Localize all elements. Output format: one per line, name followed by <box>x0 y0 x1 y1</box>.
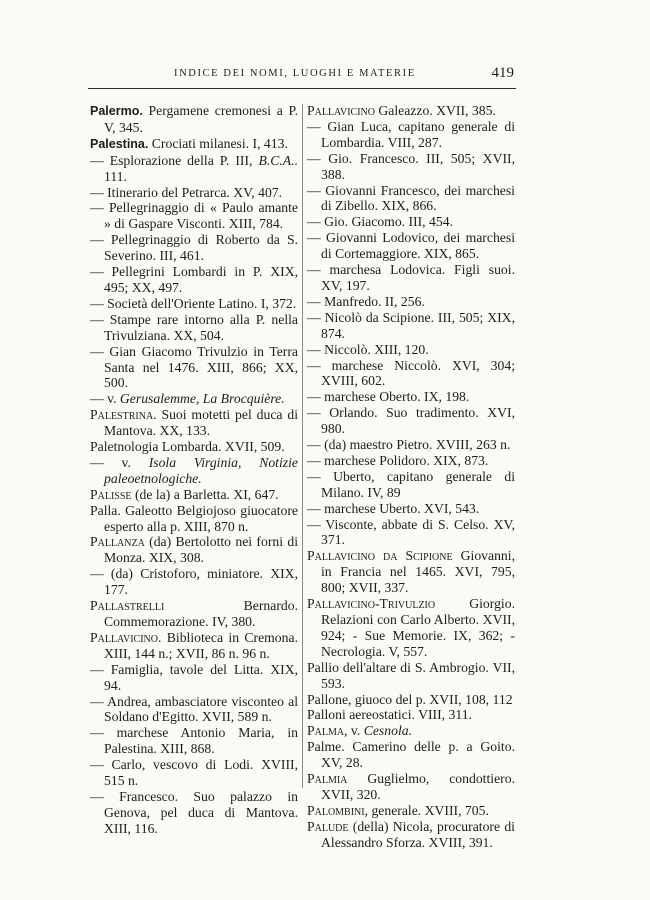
index-entry <box>90 566 298 598</box>
entry-text: — Visconte, abbate di S. Celso. XV, 371. <box>307 516 515 548</box>
column-divider <box>302 104 303 788</box>
entry-text: — Giovanni Lodovico, dei marchesi di Cortemaggiore. XIX, 865. <box>307 230 515 262</box>
index-entry <box>307 310 515 342</box>
index-entry <box>307 437 515 453</box>
entry-text: Palombini, <box>307 802 369 818</box>
entry-text: — Pellegrinaggio di Roberto da S. Severino. III, 461. <box>90 232 298 264</box>
index-entry <box>90 487 298 503</box>
index-entry <box>307 596 515 660</box>
entry-text: — Gian Luca, capitano generale di Lombardia. VIII, 287. <box>307 118 515 150</box>
entry-text: Palisse <box>90 486 132 502</box>
entry-text: (da) Bertolotto nei forni di Monza. XIX, 308. <box>104 534 298 566</box>
index-entry <box>90 439 298 455</box>
entry-text: — marchese Uberto. XVI, 543. <box>307 500 480 516</box>
index-entry <box>307 103 515 119</box>
index-entry <box>307 692 515 708</box>
index-entry <box>307 342 515 358</box>
entry-text: Pergamene cremonesi a P. V, 345. <box>104 103 298 135</box>
entry-text: — marchese Oberto. IX, 198. <box>307 389 470 405</box>
entry-text: — v. <box>90 391 120 407</box>
entry-text: v. <box>347 723 364 739</box>
entry-text: Pallanza <box>90 534 145 550</box>
page-number: 419 <box>491 65 514 81</box>
entry-text: Cesnola. <box>363 723 413 739</box>
index-entry <box>307 151 515 183</box>
entry-text: — Itinerario del Petrarca. XV, 407. <box>90 184 283 200</box>
index-entry <box>307 294 515 310</box>
index-entry <box>307 548 515 596</box>
index-entry <box>307 262 515 294</box>
entry-text: Crociati milanesi. I, 413. <box>148 135 288 151</box>
entry-text: Gerusalemme, La Brocquière. <box>119 391 285 407</box>
index-entry <box>90 296 298 312</box>
index-entry <box>307 469 515 501</box>
entry-text: B.C.A.. <box>258 152 298 168</box>
entry-text: Pallastrelli <box>90 598 165 614</box>
index-entry <box>90 264 298 296</box>
index-entry <box>307 358 515 390</box>
index-entry <box>307 119 515 151</box>
entry-text: Suoi motetti pel duca di Mantova. XX, 133. <box>104 407 298 439</box>
entry-text: — Pellegrinaggio di « Paulo amante » di Gaspare Visconti. XIII, 784. <box>90 200 298 232</box>
index-entry <box>307 723 515 739</box>
index-entry <box>90 725 298 757</box>
entry-text: Palestrina. <box>90 407 157 423</box>
entry-text: Palude <box>307 818 349 834</box>
entry-text: — marchese Polidoro. XIX, 873. <box>307 452 489 468</box>
entry-text: Pallavicino <box>307 103 375 118</box>
entry-text: Guglielmo, condottiero. XVII, 320. <box>321 771 515 802</box>
entry-text: — marchesa Lodovica. Figli suoi. XV, 197. <box>307 262 515 293</box>
index-entry <box>90 534 298 566</box>
index-entry <box>307 517 515 549</box>
entry-text: — Carlo, vescovo di Lodi. XVIII, 515 n. <box>90 757 298 789</box>
index-entry <box>90 789 298 837</box>
entry-text: — Niccolò. XIII, 120. <box>307 341 429 357</box>
entry-text: Palermo. <box>90 104 143 118</box>
running-title: INDICE DEI NOMI, LUOGHI E MATERIE <box>174 68 416 79</box>
entry-text: Isola Virginia, Notizie paleoetnologiche. <box>104 454 298 486</box>
index-entry <box>90 391 298 407</box>
index-entry <box>90 757 298 789</box>
index-entry <box>307 739 515 771</box>
index-entry <box>307 707 515 723</box>
entry-text: — (da) maestro Pietro. XVIII, 263 n. <box>307 437 511 453</box>
entry-text: — Famiglia, tavole del Litta. XIX, 94. <box>90 661 298 693</box>
index-entry <box>307 771 515 803</box>
entry-text: Galeazzo. XVII, 385. <box>374 103 496 118</box>
entry-text: Palestina. <box>90 136 149 151</box>
index-entry <box>90 103 298 136</box>
entry-text: Palloni aereostatici. VIII, 311. <box>307 707 472 723</box>
entry-text: Pallavicino-Trivulzio <box>307 596 436 612</box>
entry-text: — marchese Antonio Maria, in Palestina. XIII, 868. <box>90 725 298 757</box>
entry-text: — Gio. Giacomo. III, 454. <box>307 214 453 230</box>
index-entry <box>90 312 298 344</box>
entry-text: 111. <box>104 168 127 184</box>
index-entry <box>90 662 298 694</box>
entry-text: — Gio. Francesco. III, 505; XVII, 388. <box>307 150 515 182</box>
index-entry <box>307 405 515 437</box>
index-entry <box>90 200 298 232</box>
entry-text: Pallavicino. <box>90 629 162 645</box>
entry-text: (della) Nicola, procuratore di Alessandro Sforza. XVIII, 391. <box>321 818 515 850</box>
index-entry <box>90 185 298 201</box>
index-entry <box>90 407 298 439</box>
index-entry <box>307 660 515 692</box>
index-column-left <box>90 103 298 837</box>
entry-text: — marchese Niccolò. XVI, 304; XVIII, 602. <box>307 357 515 389</box>
entry-text: — v. <box>90 454 149 470</box>
index-entry <box>90 503 298 535</box>
index-entry <box>90 232 298 264</box>
entry-text: — Nicolò da Scipione. III, 505; XIX, 874. <box>307 309 515 341</box>
entry-text: — Francesco. Suo palazzo in Genova, pel duca di Mantova. XIII, 116. <box>90 788 298 836</box>
entry-text: — Società dell'Oriente Latino. I, 372. <box>90 295 297 311</box>
index-entry <box>90 455 298 487</box>
entry-text: generale. XVIII, 705. <box>368 802 489 818</box>
index-column-right <box>307 103 515 851</box>
entry-text: Giorgio. Relazioni con Carlo Alberto. XVII, 924; - Sue Memorie. IX, 362; - Necrologia. V, 557. <box>321 596 515 659</box>
entry-text: — Stampe rare intorno alla P. nella Trivulziana. XX, 504. <box>90 311 298 343</box>
entry-text: — (da) Cristoforo, miniatore. XIX, 177. <box>90 566 298 598</box>
entry-text: — Uberto, capitano generale di Milano. IV, 89 <box>307 468 515 500</box>
entry-text: — Pellegrini Lombardi in P. XIX, 495; XX, 497. <box>90 264 298 295</box>
entry-text: — Manfredo. II, 256. <box>307 293 425 309</box>
entry-text: Giovanni, in Francia nel 1465. XVI, 795, 800; XVII, 337. <box>321 548 515 596</box>
index-entry <box>307 803 515 819</box>
entry-text: Palla. Galeotto Belgiojoso giuocatore esperto alla p. XIII, 870 n. <box>90 502 298 534</box>
index-entry <box>90 630 298 662</box>
index-entry <box>307 453 515 469</box>
entry-text: (de la) a Barletta. XI, 647. <box>131 486 279 502</box>
entry-text: — Esplorazione della P. III, <box>90 152 259 168</box>
index-entry <box>307 501 515 517</box>
entry-text: Palmia <box>307 771 348 787</box>
index-entry <box>90 598 298 630</box>
index-entry <box>90 344 298 392</box>
index-entry <box>307 230 515 262</box>
index-entry <box>307 819 515 851</box>
entry-text: Palma, <box>307 723 348 739</box>
entry-text: Pallavicino da Scipione <box>307 548 453 564</box>
entry-text: — Orlando. Suo tradimento. XVI, 980. <box>307 405 515 437</box>
running-header <box>88 66 516 84</box>
entry-text: Biblioteca in Cremona. XIII, 144 n.; XVII, 86 n. 96 n. <box>104 629 298 661</box>
index-entry <box>90 153 298 185</box>
index-entry <box>307 214 515 230</box>
index-entry <box>90 136 298 153</box>
entry-text: — Giovanni Francesco, dei marchesi di Zibello. XIX, 866. <box>307 182 515 214</box>
entry-text: — Andrea, ambasciatore visconteo al Soldano d'Egitto. XVII, 589 n. <box>90 693 298 725</box>
entry-text: Pallone, giuoco del p. XVII, 108, 112 <box>307 691 513 707</box>
index-entry <box>307 389 515 405</box>
index-entry <box>90 694 298 726</box>
entry-text: Bernardo. Commemorazione. IV, 380. <box>104 598 298 629</box>
entry-text: Palme. Camerino delle p. a Goito. XV, 28. <box>307 739 515 771</box>
entry-text: Pallio dell'altare di S. Ambrogio. VII, 593. <box>307 659 515 691</box>
header-rule <box>88 88 516 89</box>
index-entry <box>307 183 515 215</box>
entry-text: — Gian Giacomo Trivulzio in Terra Santa nel 1476. XIII, 866; XX, 500. <box>90 343 298 391</box>
entry-text: Paletnologia Lombarda. XVII, 509. <box>90 439 285 455</box>
